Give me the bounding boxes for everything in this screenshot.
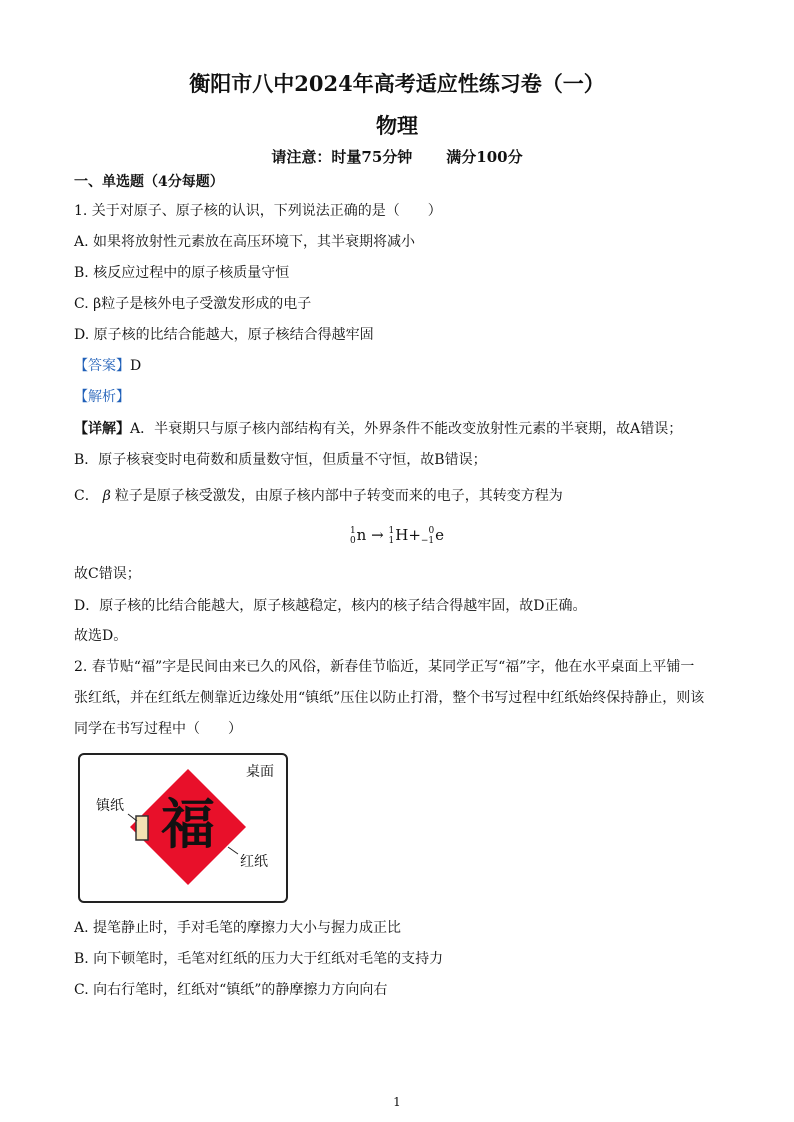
reaction-arrow: →	[371, 526, 384, 544]
q2-stem-line2: 张红纸，并在红纸左侧靠近边缘处用“镇纸”压住以防止打滑，整个书写过程中红纸始终保持静止，则该	[74, 690, 705, 706]
desk-label: 桌面	[246, 764, 274, 780]
q2-stem-line1: 2. 春节贴“福”字是民间由来已久的风俗，新春佳节临近，某同学正写“福”字，他在水平桌面上平铺一	[74, 659, 695, 675]
q1-answer	[74, 356, 141, 376]
q1-c-conclusion: 故C错误；	[74, 566, 141, 582]
detail-a-text: A．半衰期只与原子核内部结构有关，外界条件不能改变放射性元素的半衰期，故A错误；	[130, 421, 683, 437]
q1-detail-a	[74, 419, 682, 439]
detail-c-text: 粒子是原子核受激发，由原子核内部中子转变而来的电子，其转变方程为	[114, 488, 563, 504]
page-number: 1	[393, 1095, 401, 1109]
desk-figure	[78, 753, 288, 903]
answer-value: D	[130, 358, 142, 374]
answer-label: 【答案】	[74, 358, 130, 374]
q1-stem: 1. 关于对原子、原子核的认识，下列说法正确的是（ ）	[74, 203, 442, 219]
hydrogen-symbol: H	[395, 526, 409, 544]
q1-option-b: B. 核反应过程中的原子核质量守恒	[74, 265, 290, 281]
paper-leader-line	[228, 847, 238, 854]
q2-stem-line3: 同学在书写过程中（ ）	[74, 721, 242, 737]
q1-option-d: D. 原子核的比结合能越大，原子核结合得越牢固	[74, 327, 374, 343]
q1-detail-c	[74, 486, 563, 506]
electron-symbol: e	[435, 526, 445, 544]
e-mass-number: 0	[428, 526, 435, 536]
exam-notice	[0, 146, 794, 167]
q1-detail-b: B．原子核衰变时电荷数和质量数守恒，但质量不守恒，故B错误；	[74, 452, 487, 468]
beta-symbol: β	[102, 488, 111, 504]
q1-choose: 故选D。	[74, 628, 128, 644]
plus-sign: +	[408, 526, 421, 544]
section-heading: 一、单选题（4分每题）	[74, 174, 224, 190]
h-mass-number: 1	[388, 526, 395, 536]
detail-c-prefix: C．	[74, 488, 99, 504]
n-charge-number: 0	[349, 536, 356, 546]
q1-detail-d: D．原子核的比结合能越大，原子核越稳定，核内的核子结合得越牢固，故D正确。	[74, 598, 587, 614]
h-charge-number: 1	[388, 536, 395, 546]
q1-option-a: A. 如果将放射性元素放在高压环境下，其半衰期将减小	[74, 234, 416, 250]
fu-character: 福	[161, 792, 215, 856]
q1-option-c: C. β粒子是核外电子受激发形成的电子	[74, 296, 312, 312]
subject-title: 物理	[376, 113, 418, 138]
paperweight	[136, 816, 148, 840]
e-charge-number: −1	[420, 536, 435, 546]
neutron-symbol: n	[356, 526, 367, 544]
analysis-label: 【解析】	[74, 389, 130, 405]
n-mass-number: 1	[349, 526, 356, 536]
full-score: 满分100分	[446, 148, 523, 166]
exam-title: 衡阳市八中2024年高考适应性练习卷（一）	[189, 71, 605, 96]
red-paper-label: 红纸	[240, 854, 268, 870]
time-limit: 请注意：时量75分钟	[271, 148, 413, 166]
decay-equation	[0, 526, 794, 546]
paperweight-label: 镇纸	[96, 798, 124, 814]
detail-label: 【详解】	[74, 421, 130, 437]
q2-option-a: A. 提笔静止时，手对毛笔的摩擦力大小与握力成正比	[74, 920, 402, 936]
q2-option-c: C. 向右行笔时，红纸对“镇纸”的静摩擦力方向向右	[74, 982, 388, 998]
q2-option-b: B. 向下顿笔时，毛笔对红纸的压力大于红纸对毛笔的支持力	[74, 951, 444, 967]
